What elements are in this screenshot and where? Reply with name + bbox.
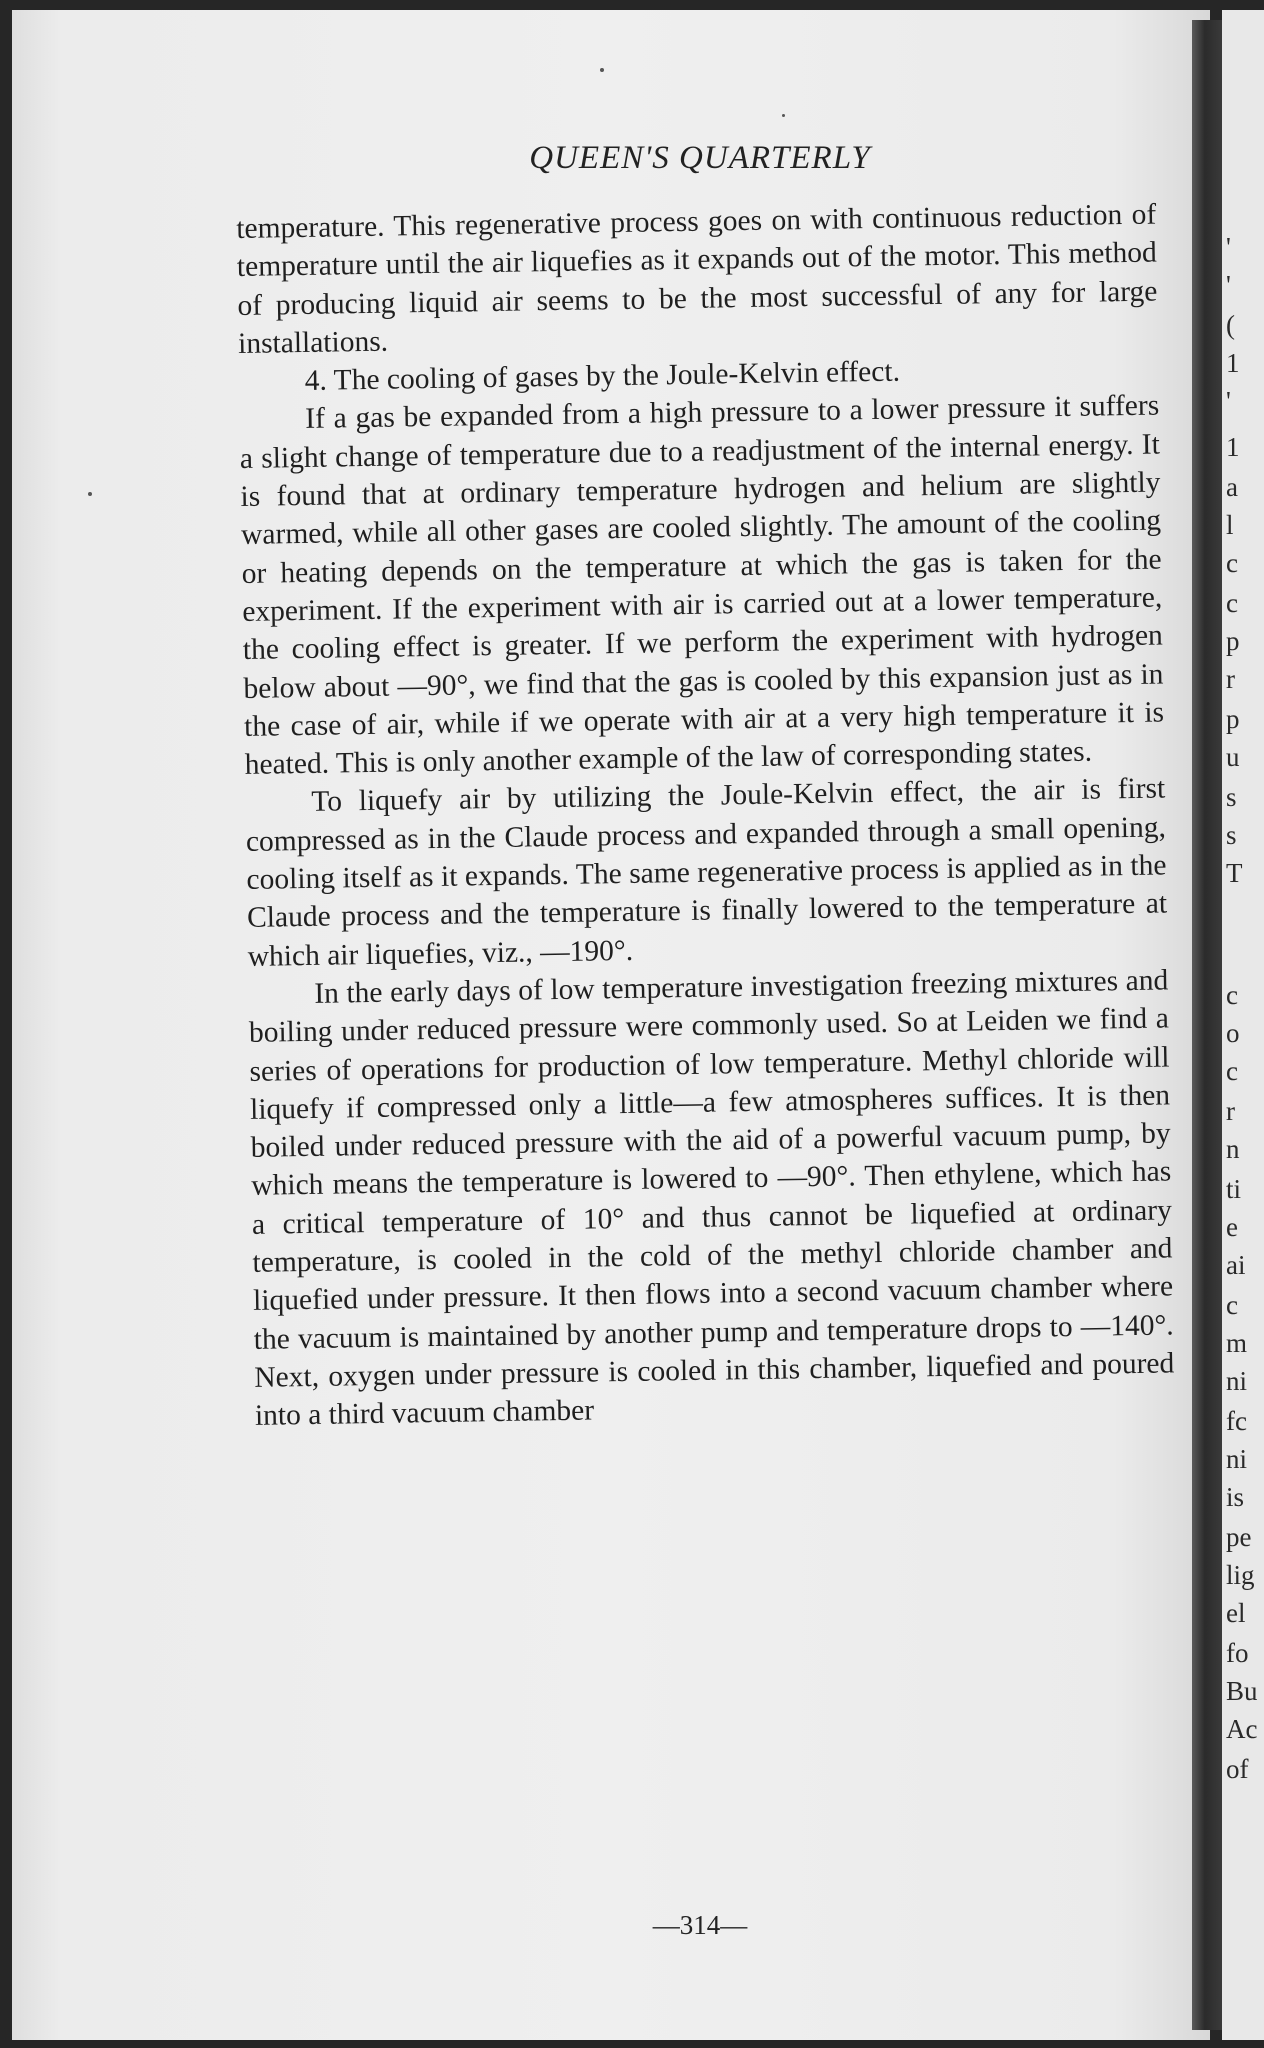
speck xyxy=(600,68,604,72)
facing-page-fragment: e xyxy=(1226,1212,1238,1242)
facing-page-fragment: ' xyxy=(1226,386,1231,416)
page-number: —314— xyxy=(652,1910,748,1940)
facing-page-fragment: c xyxy=(1226,1056,1238,1086)
facing-page-fragment: ( xyxy=(1226,310,1235,340)
facing-page-fragment: Bu xyxy=(1226,1676,1258,1706)
book-gutter xyxy=(1192,20,1224,2030)
facing-page-fragment: u xyxy=(1226,742,1240,772)
body-text xyxy=(236,196,1175,1436)
facing-page-fragment: is xyxy=(1226,1482,1245,1512)
facing-page-fragment: ai xyxy=(1226,1250,1246,1280)
paragraph: If a gas be expanded from a high pressure to a lower pressure it suffers a slight change of temperature due to a readjustment of the internal energy. It is found that at ordinary temperature hydrogen and helium are slightly warmed, while all other gases are cooled slightly. The amount of the cooling or heating depends on the temperature at which the gas is taken for the experiment. If the experiment with air is carried out at a lower temperature, the cooling effect is greater. If we perform the experiment with hydrogen below about —90°, we find that the gas is cooled by this expansion just as in the case of air, while if we operate with air at a very high temperature it is heated. This is only another example of the law of corresponding states. xyxy=(239,390,1165,782)
facing-page-fragment: of xyxy=(1226,1754,1249,1784)
speck xyxy=(88,492,92,496)
facing-page-fragment: r xyxy=(1226,1096,1235,1126)
facing-page-fragment: n xyxy=(1226,1134,1240,1164)
facing-page-fragment: m xyxy=(1226,1328,1248,1358)
facing-page-fragment: l xyxy=(1226,510,1234,540)
facing-page-fragment: ti xyxy=(1226,1174,1242,1204)
facing-page-fragment: a xyxy=(1226,472,1238,502)
facing-page-fragment: c xyxy=(1226,1290,1238,1320)
facing-page-fragment: s xyxy=(1226,782,1237,812)
facing-page-fragment: p xyxy=(1226,704,1240,734)
facing-page-fragment: Ac xyxy=(1226,1714,1258,1744)
facing-page-fragment: p xyxy=(1226,626,1240,656)
facing-page-fragment: pe xyxy=(1226,1522,1252,1552)
facing-page-fragment: ni xyxy=(1226,1444,1248,1474)
facing-page-fragment: c xyxy=(1226,548,1238,578)
paragraph: In the early days of low temperature investigation freezing mixtures and boiling under reduced pressure were commonly used. So at Leiden we find a series of operations for production of low temperature. Methyl chloride will liquefy if compressed only a little—a few atmospheres suffices. It is then boiled under reduced pressure with the aid of a powerful vacuum pump, by which means the temperature is lowered to —90°. Then ethylene, which has a critical temperature of 10° and thus cannot be liquefied at ordinary temperature, is cooled in the cold of the methyl chloride chamber and liquefied under pressure. It then flows into a second vacuum chamber where the vacuum is maintained by another pump and temperature drops to —140°. Next, oxygen under pressure is cooled in this chamber, liquefied and poured into a third vacuum chamber xyxy=(248,964,1175,1433)
facing-page-fragment: c xyxy=(1226,588,1238,618)
running-head: QUEEN'S QUARTERLY xyxy=(529,140,871,176)
speck xyxy=(782,114,785,117)
facing-page-fragment: c xyxy=(1226,980,1238,1010)
facing-page-fragment: 1 xyxy=(1226,348,1240,378)
facing-page-fragment: el xyxy=(1226,1598,1246,1628)
facing-page-fragment: fc xyxy=(1226,1406,1247,1436)
facing-page-fragment: r xyxy=(1226,664,1235,694)
paragraph: temperature. This regenerative process goes on with continuous reduction of temperature until the air liquefies as it expands out of the motor. This method of producing liquid air seems to be the most successful of any for large installations. xyxy=(236,198,1158,360)
facing-page-fragment: fo xyxy=(1226,1638,1249,1668)
facing-page-fragment: T xyxy=(1226,858,1243,888)
paragraph: To liquefy air by utilizing the Joule-Kelvin effect, the air is first compressed as in the Claude process and expanded through a small opening, cooling itself as it expands. The same regenerative process is applied as in the Claude process and the temperature is finally lowered to the temperature at which air liquefies, viz., —190°. xyxy=(245,772,1168,973)
facing-page-edge xyxy=(1222,10,1264,2040)
facing-page-fragment: 1 xyxy=(1226,432,1240,462)
paragraph: 4. The cooling of gases by the Joule-Kelvin effect. xyxy=(304,355,901,398)
facing-page-fragment: s xyxy=(1226,820,1237,850)
facing-page-fragment: ni xyxy=(1226,1366,1248,1396)
facing-page-fragment: ' xyxy=(1226,232,1231,262)
facing-page-fragment: lig xyxy=(1226,1560,1255,1590)
facing-page-fragment: o xyxy=(1226,1018,1240,1048)
facing-page-fragment: ' xyxy=(1226,270,1231,300)
